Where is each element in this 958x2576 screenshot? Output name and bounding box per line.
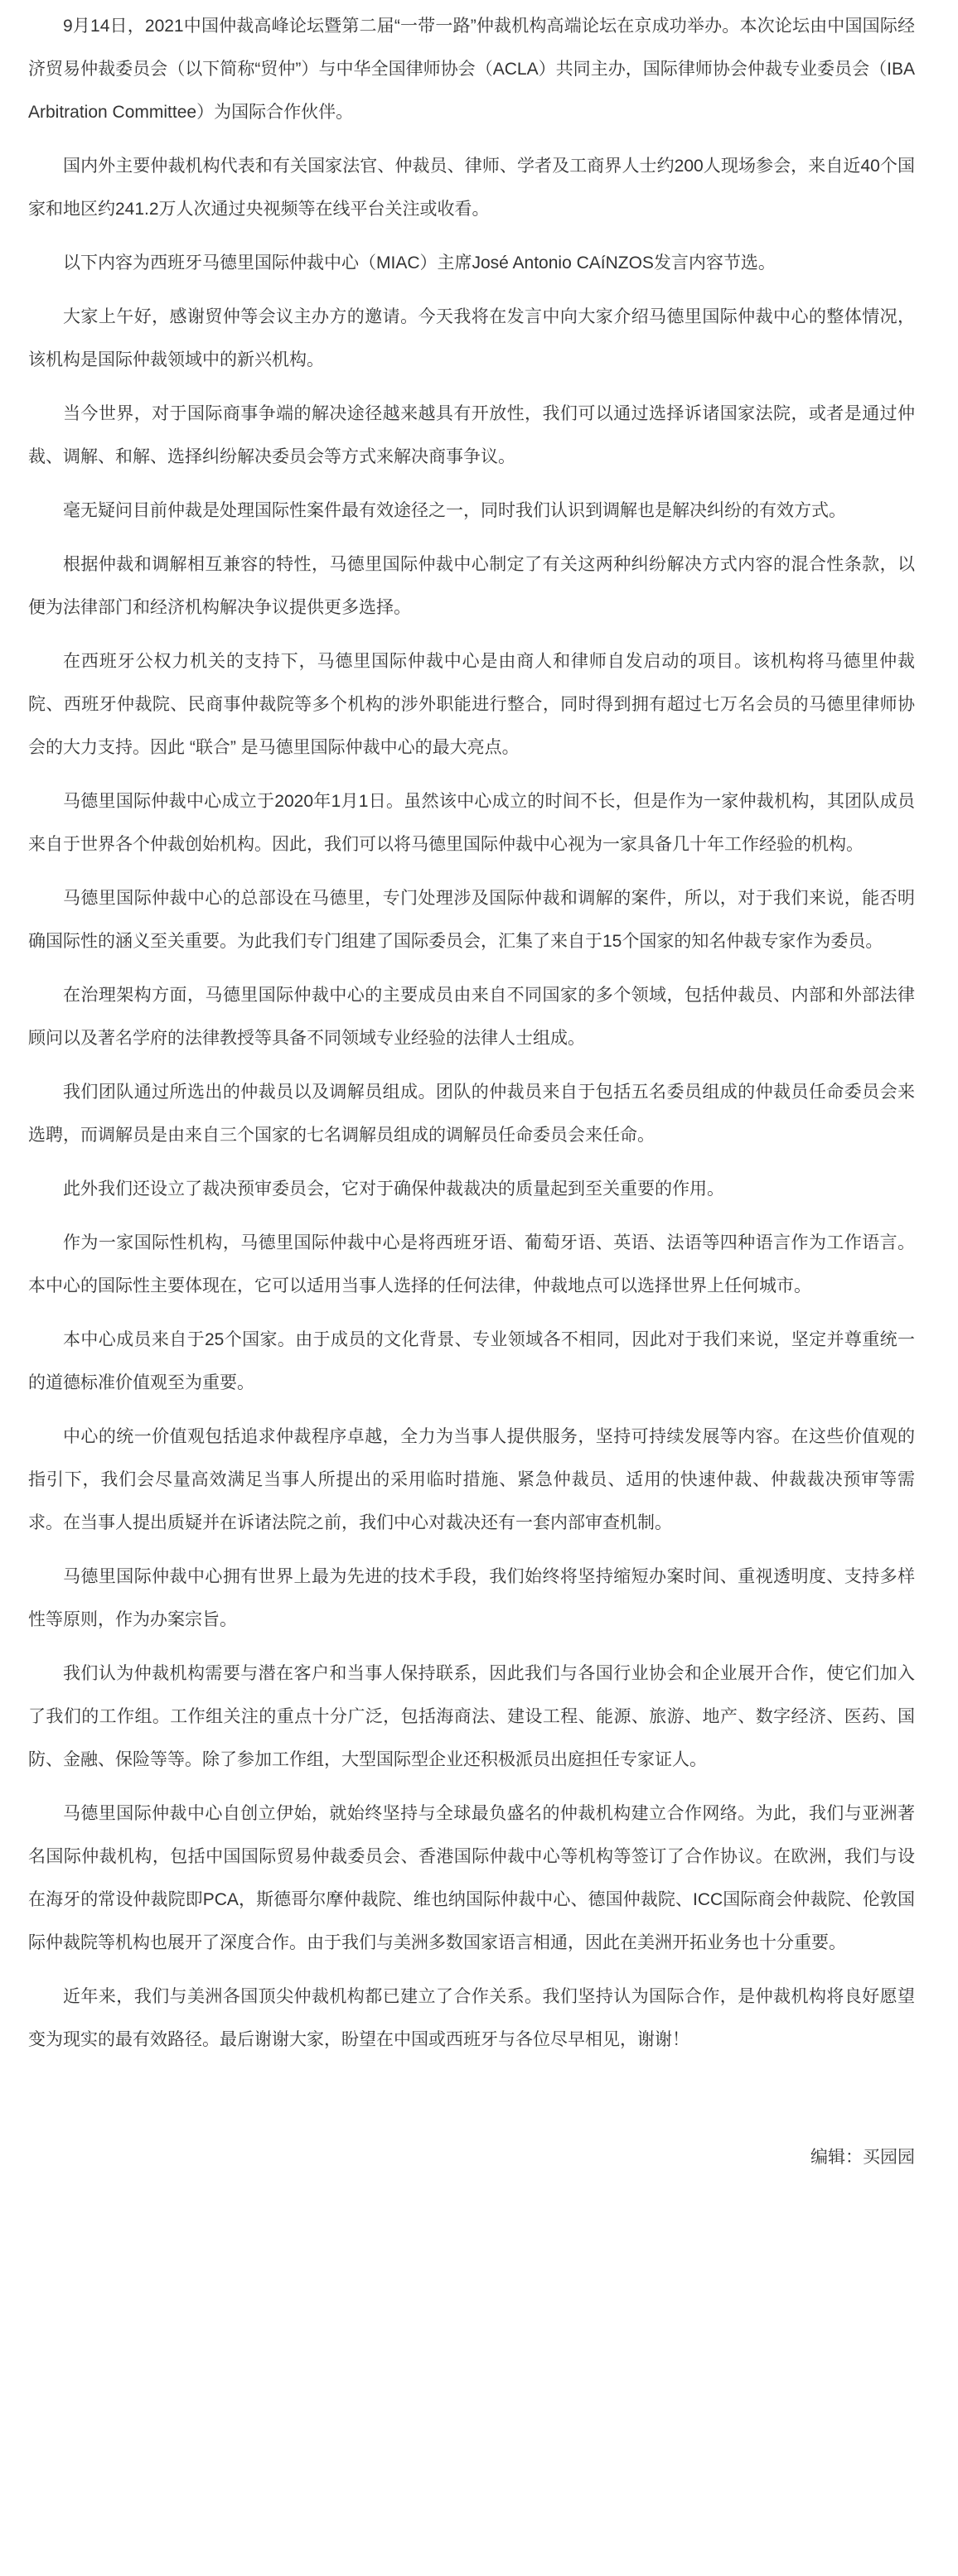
article-paragraph: 近年来，我们与美洲各国顶尖仲裁机构都已建立了合作关系。我们坚持认为国际合作，是仲裁机构将良好愿望变为现实的最有效路径。最后谢谢大家，盼望在中国或西班牙与各位尽早相见，谢谢！: [28, 1987, 915, 2049]
article-paragraph: 马德里国际仲裁中心自创立伊始，就始终坚持与全球最负盛名的仲裁机构建立合作网络。为此，我们与亚洲著名国际仲裁机构，包括中国国际贸易仲裁委员会、香港国际仲裁中心等机构等签订了合作协议。在欧洲，我们与设在海牙的常设仲裁院即PCA，斯德哥尔摩仲裁院、维也纳国际仲裁中心、德国仲裁院、ICC国际商会仲裁院、伦敦国际仲裁院等机构也展开了深度合作。由于我们与美洲多数国家语言相通，因此在美洲开拓业务也十分重要。: [28, 1804, 915, 1952]
article-paragraph: 作为一家国际性机构，马德里国际仲裁中心是将西班牙语、葡萄牙语、英语、法语等四种语言作为工作语言。本中心的国际性主要体现在，它可以适用当事人选择的任何法律，仲裁地点可以选择世界上任何城市。: [28, 1233, 915, 1295]
article-paragraph: 大家上午好，感谢贸仲等会议主办方的邀请。今天我将在发言中向大家介绍马德里国际仲裁中心的整体情况，该机构是国际仲裁领域中的新兴机构。: [28, 307, 915, 369]
article-paragraph: 以下内容为西班牙马德里国际仲裁中心（MIAC）主席José Antonio CAíNZOS发言内容节选。: [63, 253, 776, 273]
article-paragraph: 此外我们还设立了裁决预审委员会，它对于确保仲裁裁决的质量起到至关重要的作用。: [63, 1179, 724, 1199]
article-paragraph: 国内外主要仲裁机构代表和有关国家法官、仲裁员、律师、学者及工商界人士约200人现场参会，来自近40个国家和地区约241.2万人次通过央视频等在线平台关注或收看。: [28, 157, 915, 219]
article-paragraph: 根据仲裁和调解相互兼容的特性，马德里国际仲裁中心制定了有关这两种纠纷解决方式内容的混合性条款，以便为法律部门和经济机构解决争议提供更多选择。: [28, 555, 915, 617]
editor-credit: 编辑：买园园: [810, 2148, 915, 2167]
article-paragraph: 本中心成员来自于25个国家。由于成员的文化背景、专业领域各不相同，因此对于我们来说，坚定并尊重统一的道德标准价值观至为重要。: [28, 1330, 915, 1392]
article-paragraph: 毫无疑问目前仲裁是处理国际性案件最有效途径之一，同时我们认识到调解也是解决纠纷的有效方式。: [63, 501, 846, 520]
article-paragraph: 我们认为仲裁机构需要与潜在客户和当事人保持联系，因此我们与各国行业协会和企业展开合作，使它们加入了我们的工作组。工作组关注的重点十分广泛，包括海商法、建设工程、能源、旅游、地产、数字经济、医药、国防、金融、保险等等。除了参加工作组，大型国际型企业还积极派员出庭担任专家证人。: [28, 1664, 915, 1769]
article-paragraph: 当今世界，对于国际商事争端的解决途径越来越具有开放性，我们可以通过选择诉诸国家法院，或者是通过仲裁、调解、和解、选择纠纷解决委员会等方式来解决商事争议。: [28, 404, 915, 466]
article-paragraph: 中心的统一价值观包括追求仲裁程序卓越，全力为当事人提供服务，坚持可持续发展等内容。在这些价值观的指引下，我们会尽量高效满足当事人所提出的采用临时措施、紧急仲裁员、适用的快速仲裁、仲裁裁决预审等需求。在当事人提出质疑并在诉诸法院之前，我们中心对裁决还有一套内部审查机制。: [28, 1427, 915, 1532]
article-paragraph: 马德里国际仲裁中心的总部设在马德里，专门处理涉及国际仲裁和调解的案件，所以，对于我们来说，能否明确国际性的涵义至关重要。为此我们专门组建了国际委员会，汇集了来自于15个国家的知名仲裁专家作为委员。: [28, 889, 915, 951]
article-paragraph: 马德里国际仲裁中心拥有世界上最为先进的技术手段，我们始终将坚持缩短办案时间、重视透明度、支持多样性等原则，作为办案宗旨。: [28, 1567, 915, 1629]
article-paragraph: 我们团队通过所选出的仲裁员以及调解员组成。团队的仲裁员来自于包括五名委员组成的仲裁员任命委员会来选聘，而调解员是由来自三个国家的七名调解员组成的调解员任命委员会来任命。: [28, 1083, 915, 1145]
article-paragraph: 在治理架构方面，马德里国际仲裁中心的主要成员由来自不同国家的多个领域，包括仲裁员、内部和外部法律顾问以及著名学府的法律教授等具备不同领域专业经验的法律人士组成。: [28, 986, 915, 1048]
paragraph-list: [28, 5, 915, 2062]
article-paragraph: 9月14日，2021中国仲裁高峰论坛暨第二届“一带一路”仲裁机构高端论坛在京成功举办。本次论坛由中国国际经济贸易仲裁委员会（以下简称“贸仲”）与中华全国律师协会（ACLA）共同主办，国际律师协会仲裁专业委员会（IBA Arbitration Committee）为国际合作伙伴。: [28, 17, 915, 122]
article-paragraph: 在西班牙公权力机关的支持下，马德里国际仲裁中心是由商人和律师自发启动的项目。该机构将马德里仲裁院、西班牙仲裁院、民商事仲裁院等多个机构的涉外职能进行整合，同时得到拥有超过七万名会员的马德里律师协会的大力支持。因此 “联合” 是马德里国际仲裁中心的最大亮点。: [28, 652, 915, 757]
article-paragraph: 马德里国际仲裁中心成立于2020年1月1日。虽然该中心成立的时间不长，但是作为一家仲裁机构，其团队成员来自于世界各个仲裁创始机构。因此，我们可以将马德里国际仲裁中心视为一家具备几十年工作经验的机构。: [28, 792, 915, 854]
